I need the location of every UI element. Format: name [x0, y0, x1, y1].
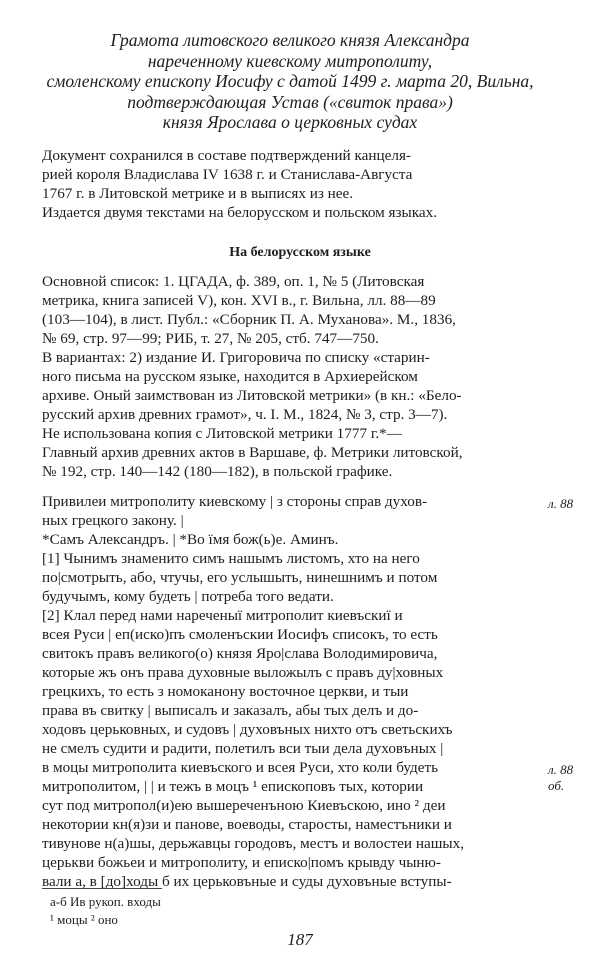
- sources-line: № 192, стр. 140—142 (180—182), в польской графике.: [42, 463, 393, 480]
- title-line: смоленскому епископу Иосифу с датой 1499 г. марта 20, Вильна,: [46, 71, 534, 91]
- text-line: митрополитом, | | и тежъ в моцъ ¹ епископовъ тых, котории: [42, 778, 424, 795]
- page-number: 187: [287, 930, 313, 949]
- footnotes: [50, 893, 161, 929]
- intro-line: 1767 г. в Литовской метрике и в выписях из нее.: [42, 185, 354, 202]
- sources-line: ного письма на русском языке, находится в Архиерейском: [42, 368, 418, 385]
- text-line: в моцы митрополита киевъского и всея Руси, хто коли будеть: [42, 759, 439, 776]
- margin-note: л. 88: [548, 762, 574, 777]
- text-line: вали а, в [до]ходы б их церьковъные и суды духовъные вступы-: [42, 873, 452, 890]
- sources-line: Основной список: 1. ЦГАДА, ф. 389, оп. 1, № 5 (Литовская: [42, 273, 425, 290]
- sources-line: русский архив древних грамот», ч. I. М., 1824, № 3, стр. 3—7).: [42, 406, 448, 423]
- text-line: права въ свитку | выписалъ и заказалъ, абы тых делъ и до-: [42, 702, 419, 719]
- document-title: [30, 30, 550, 133]
- title-line: подтверждающая Устав («свиток права»): [127, 91, 453, 112]
- text-line: сут под митропол(и)ею вышереченъною Киевъскою, ино ² деи: [42, 797, 446, 814]
- text-line: Привилеи митрополиту киевскому | з стороны справ духов-: [42, 493, 428, 510]
- text-line: *Самъ Александръ. | *Во їмя бож(ь)е. Аминъ.: [42, 531, 339, 548]
- intro-line: Издается двумя текстами на белорусском и польском языках.: [42, 204, 438, 221]
- footnote: а-б Ив рукоп. входы: [50, 894, 161, 909]
- text-line: [1] Чынимъ знаменито симъ нашымъ листомъ, хто на него: [42, 550, 420, 567]
- margin-note: об.: [548, 778, 565, 793]
- intro-line: рией короля Владислава IV 1638 г. и Станислава-Августа: [42, 166, 413, 183]
- text-line: тивунове н(а)шы, дерьжавцы городовъ, местъ и волостеи нашых,: [42, 835, 465, 852]
- intro-line: Документ сохранился в составе подтверждений канцеля-: [42, 147, 411, 164]
- sources-line: (103—104), в лист. Публ.: «Сборник П. А. Муханова». М., 1836,: [42, 311, 456, 328]
- text-line: будучымъ, кому будеть | потреба того ведати.: [42, 588, 334, 605]
- sources-line: архиве. Оный заимствован из Литовской метрики» (в кн.: «Бело-: [42, 387, 462, 404]
- footnote-divider: [42, 888, 162, 889]
- text-line: церькви божьеи и митрополиту, и еписко|помъ крывду чыню-: [42, 854, 441, 871]
- text-line: грецкихъ, то есть з номоканону восточное церкви, и тыи: [42, 683, 409, 700]
- text-line: которые жъ онъ права духовные выложылъ с правъ ду|ховных: [42, 664, 444, 681]
- sources-line: метрика, книга записей V), кон. XVI в., г. Вильна, лл. 88—89: [42, 292, 436, 309]
- text-line: свитокъ правъ великого(о) князя Яро|слава Володимировича,: [42, 645, 438, 662]
- margin-note: л. 88: [548, 496, 574, 511]
- sources-line: Главный архив древних актов в Варшаве, ф. Метрики литовской,: [42, 444, 463, 461]
- title-line: князя Ярослава о церковных судах: [162, 112, 418, 132]
- text-line: не смелъ судити и радити, полетилъ вси тыи дела духовъных |: [42, 740, 444, 757]
- text-line: по|смотрыть, або, чтучы, его услышыть, нинешнимъ и потом: [42, 569, 438, 586]
- footnote: ¹ моцы ² оно: [50, 912, 118, 927]
- title-line: Грамота литовского великого князя Александра: [110, 30, 470, 50]
- text-line: всея Руси | еп(иско)пъ смоленъскии Иосифъ списокъ, то есть: [42, 626, 438, 643]
- text-line: ных грецкого закону. |: [42, 512, 184, 529]
- text-line: некотории кн(я)зи и панове, воеводы, старосты, наместъники и: [42, 816, 452, 833]
- title-line: нареченному киевскому митрополиту,: [147, 50, 433, 71]
- section-heading: На белорусском языке: [229, 245, 371, 260]
- sources-line: Не использована копия с Литовской метрики 1777 г.*—: [42, 425, 402, 442]
- intro-paragraph: [42, 146, 552, 222]
- sources-line: № 69, стр. 97—99; РИБ, т. 27, № 205, стб. 747—750.: [42, 330, 379, 347]
- charter-text: [42, 492, 552, 891]
- text-line: [2] Клал перед нами нареченыї митрополит киевъскиї и: [42, 607, 403, 624]
- sources-line: В вариантах: 2) издание И. Григоровича по списку «старин-: [42, 349, 430, 366]
- text-line: ходовъ церьковных, и судовъ | духовъных нихто отъ светьскихъ: [42, 721, 453, 738]
- sources-paragraph: [42, 272, 552, 481]
